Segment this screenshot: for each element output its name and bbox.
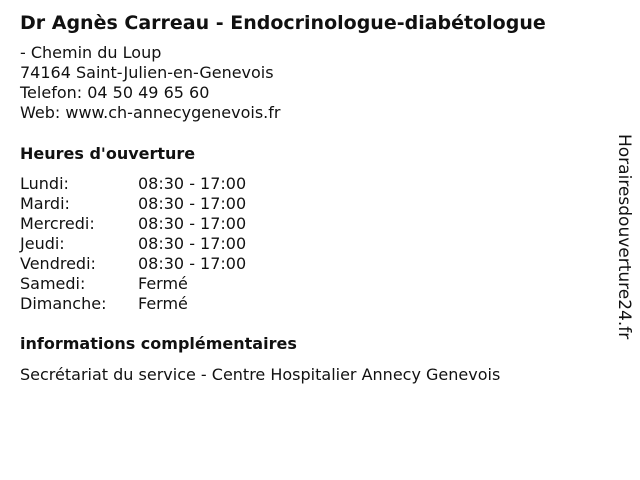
info-heading: informations complémentaires <box>20 334 297 353</box>
hours-day: Vendredi: <box>20 254 96 273</box>
page-title: Dr Agnès Carreau - Endocrinologue-diabétologue <box>20 12 546 34</box>
hours-time: Fermé <box>138 294 188 313</box>
hours-day: Dimanche: <box>20 294 107 313</box>
address-block <box>20 43 280 123</box>
phone-number[interactable]: Telefon: 04 50 49 65 60 <box>20 83 210 102</box>
hours-time: 08:30 - 17:00 <box>138 174 247 193</box>
hours-heading: Heures d'ouverture <box>20 144 196 163</box>
hours-row-vendredi <box>20 254 246 274</box>
hours-time: 08:30 - 17:00 <box>138 234 247 253</box>
site-watermark: Horairesdouverture24.fr <box>614 134 634 340</box>
address-street: - Chemin du Loup <box>20 43 162 62</box>
hours-row-samedi <box>20 274 246 294</box>
hours-row-lundi <box>20 174 246 194</box>
hours-row-mardi <box>20 194 246 214</box>
hours-day: Samedi: <box>20 274 86 293</box>
hours-day: Jeudi: <box>20 234 65 253</box>
website-link[interactable]: Web: www.ch-annecygenevois.fr <box>20 103 281 122</box>
hours-day: Mercredi: <box>20 214 95 233</box>
hours-time: 08:30 - 17:00 <box>138 254 247 273</box>
hours-row-jeudi <box>20 234 246 254</box>
hours-row-dimanche <box>20 294 246 314</box>
hours-row-mercredi <box>20 214 246 234</box>
address-city: 74164 Saint-Julien-en-Genevois <box>20 63 274 82</box>
hours-time: Fermé <box>138 274 188 293</box>
hours-day: Lundi: <box>20 174 69 193</box>
hours-table <box>20 174 246 314</box>
hours-day: Mardi: <box>20 194 70 213</box>
info-text: Secrétariat du service - Centre Hospitalier Annecy Genevois <box>20 365 501 384</box>
hours-time: 08:30 - 17:00 <box>138 214 247 233</box>
hours-time: 08:30 - 17:00 <box>138 194 247 213</box>
